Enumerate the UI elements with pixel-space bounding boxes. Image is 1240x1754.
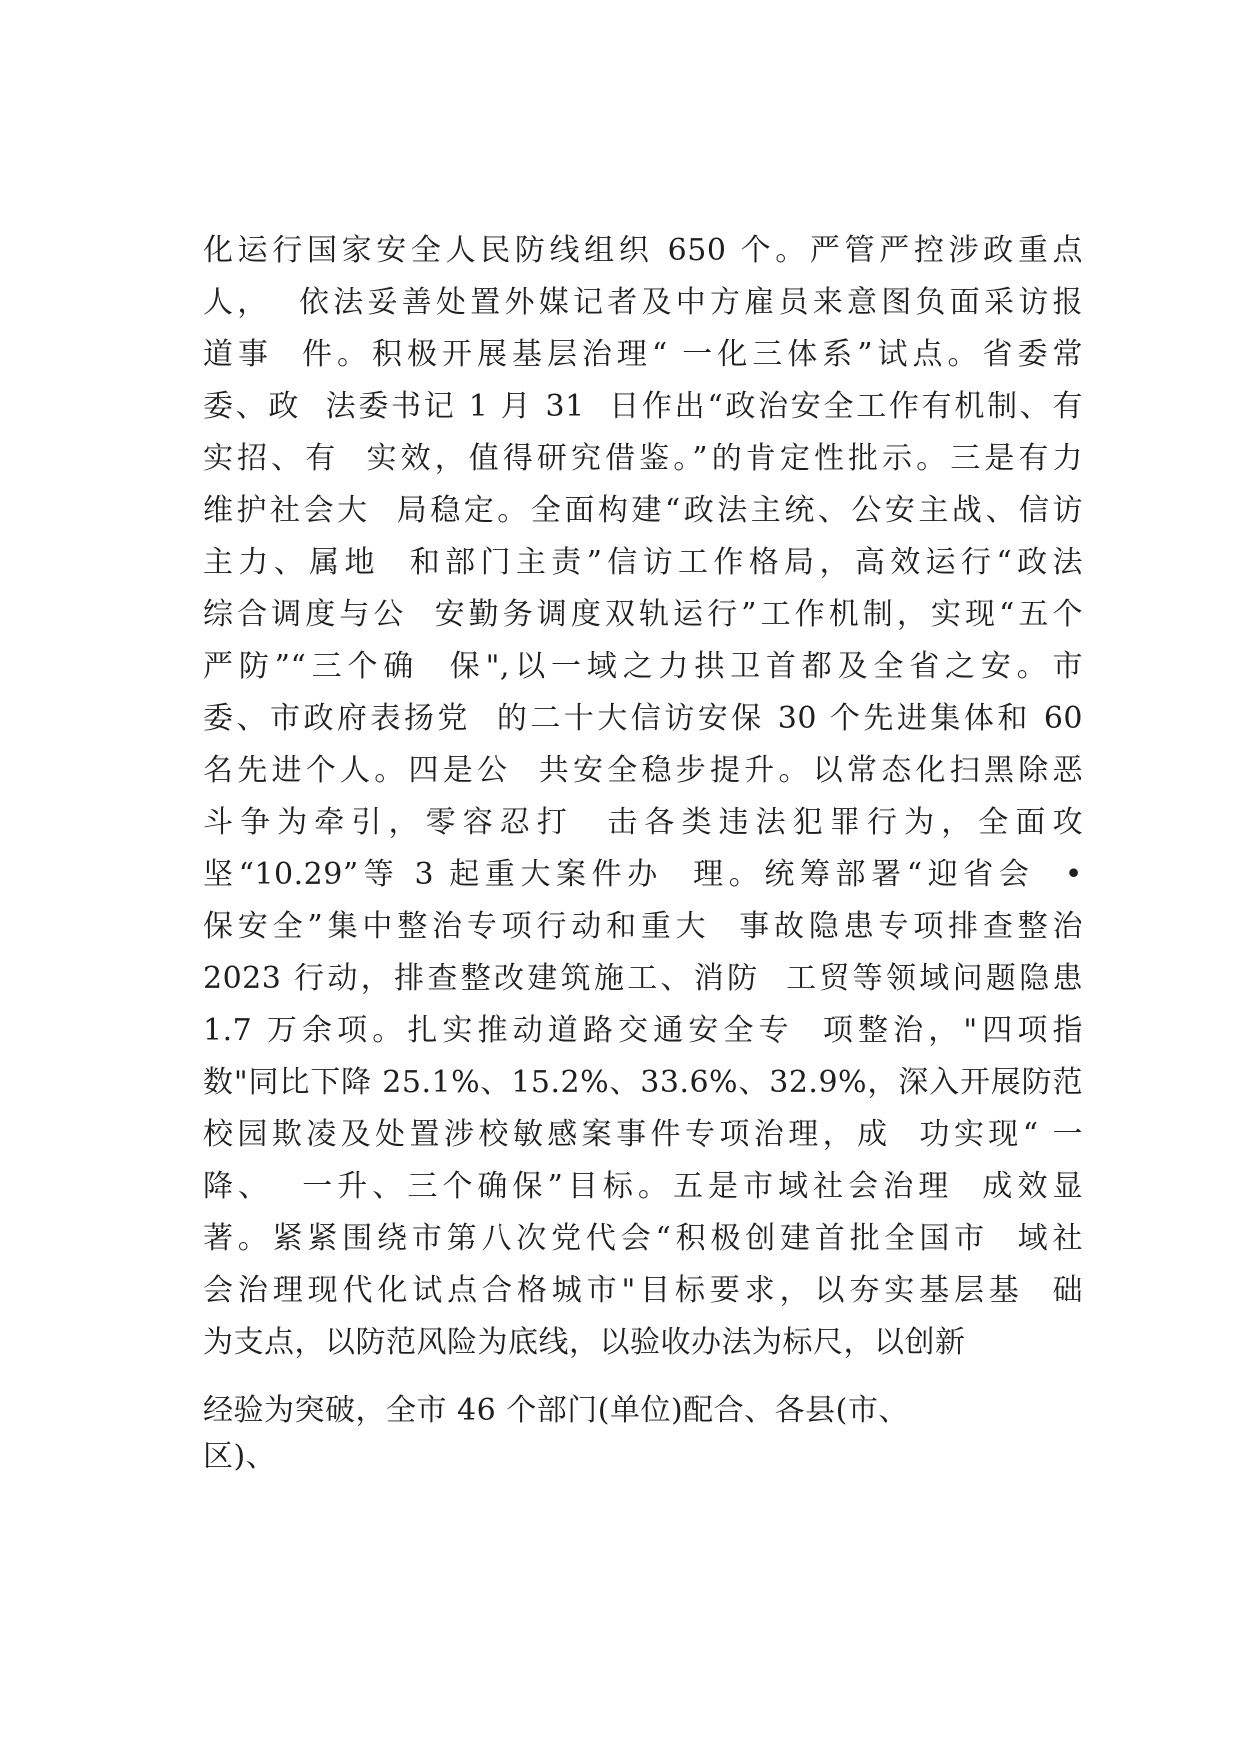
paragraph-line: 实招、有 实效，值得研究借鉴。”的肯定性批示。三是有力 [203, 441, 1083, 476]
paragraph-line: 化运行国家安全人民防线组织 650 个。严管严控涉政重点 [203, 233, 1083, 268]
paragraph-line: 综合调度与公 安勤务调度双轨运行”工作机制，实现“五个 [203, 597, 1083, 632]
paragraph-line: 著。紧紧围绕市第八次党代会“积极创建首批全国市 域社 [203, 1221, 1083, 1256]
paragraph-line: 坚“10.29”等 3 起重大案件办 理。统筹部署“迎省会 • [203, 857, 1083, 892]
paragraph-line: 人， 依法妥善处置外媒记者及中方雇员来意图负面采访报 [203, 285, 1083, 320]
tail-line: 区)、 [203, 1439, 277, 1474]
paragraph-line: 道事 件。积极开展基层治理“ 一化三体系”试点。省委常 [203, 337, 1083, 372]
paragraph-line: 委、市政府表扬党 的二十大信访安保 30 个先进集体和 60 [203, 701, 1083, 736]
paragraph-line: 严防”“三个确 保",以一域之力拱卫首都及全省之安。市 [203, 649, 1083, 684]
paragraph-line: 维护社会大 局稳定。全面构建“政法主统、公安主战、信访 [203, 493, 1083, 528]
paragraph-line: 斗争为牵引，零容忍打 击各类违法犯罪行为，全面攻 [203, 805, 1083, 840]
paragraph-line: 2023 行动，排查整改建筑施工、消防 工贸等领域问题隐患 [203, 961, 1083, 996]
paragraph-line: 会治理现代化试点合格城市"目标要求，以夯实基层基 础 [203, 1273, 1083, 1308]
paragraph-line: 为支点，以防范风险为底线，以验收办法为标尺，以创新 [203, 1325, 966, 1360]
paragraph-line: 名先进个人。四是公 共安全稳步提升。以常态化扫黑除恶 [203, 753, 1083, 788]
paragraph-line: 保安全”集中整治专项行动和重大 事故隐患专项排查整治 [203, 909, 1083, 944]
paragraph-line: 校园欺凌及处置涉校敏感案事件专项治理，成 功实现“ 一 [203, 1117, 1083, 1152]
paragraph-line: 数"同比下降 25.1%、15.2%、33.6%、32.9%，深入开展防范 [203, 1065, 1083, 1100]
paragraph-line: 委、政 法委书记 1 月 31 日作出“政治安全工作有机制、有 [203, 389, 1083, 424]
paragraph-line: 1.7 万余项。扎实推动道路交通安全专 项整治，"四项指 [203, 1013, 1083, 1048]
tail-line: 经验为突破，全市 46 个部门(单位)配合、各县(市、 [203, 1393, 909, 1428]
paragraph-line: 降、 一升、三个确保”目标。五是市域社会治理 成效显 [203, 1169, 1083, 1204]
paragraph-line: 主力、属地 和部门主责”信访工作格局，高效运行“政法 [203, 545, 1083, 580]
